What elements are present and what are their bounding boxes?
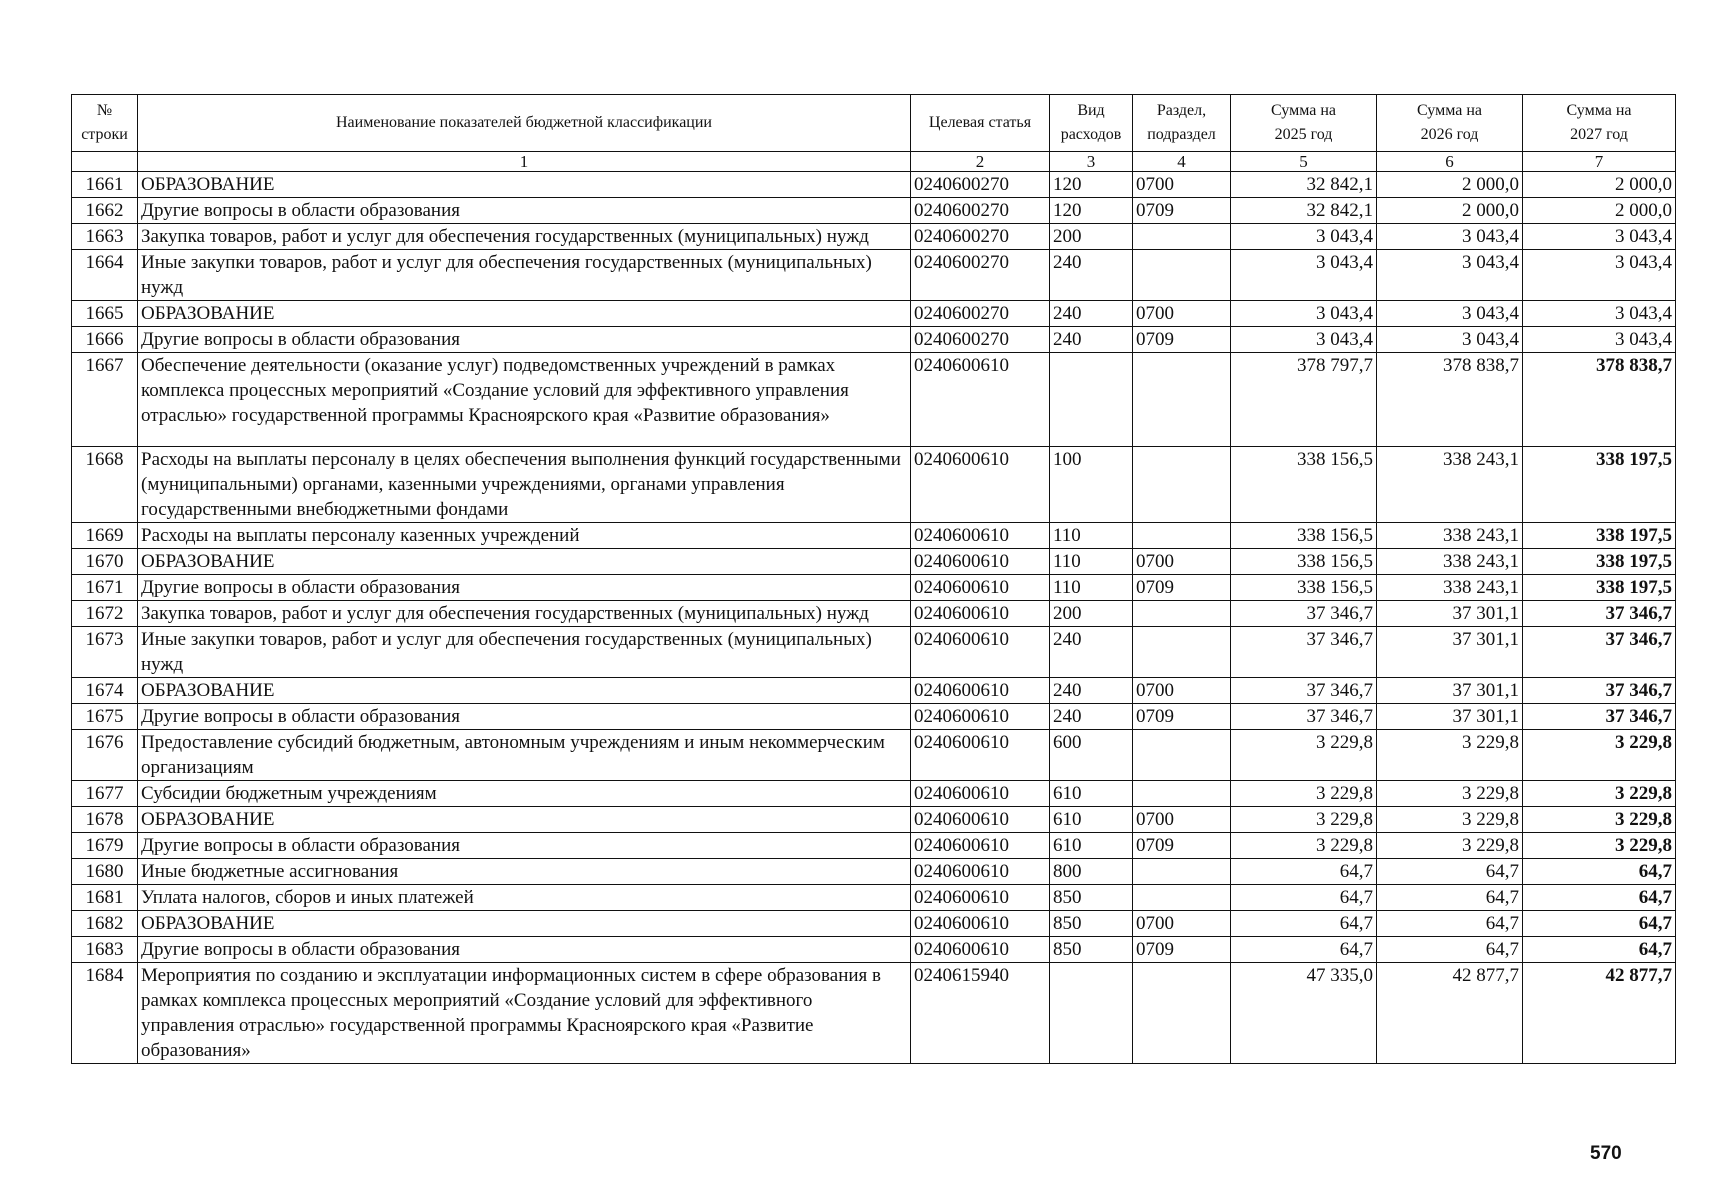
sum-2026-cell: 338 243,1 [1377, 447, 1523, 523]
table-row [72, 447, 1676, 523]
sum-2026-cell: 3 229,8 [1377, 833, 1523, 859]
section-cell: 0700 [1133, 301, 1231, 327]
sum-2026-cell: 3 043,4 [1377, 224, 1523, 250]
sum-2025-cell: 37 346,7 [1231, 678, 1377, 704]
sum-2025-cell: 32 842,1 [1231, 172, 1377, 198]
target-code-cell: 0240600610 [911, 678, 1050, 704]
name-cell: Иные закупки товаров, работ и услуг для обеспечения государственных (муниципальных) нужд [138, 627, 911, 678]
target-code-cell: 0240600610 [911, 781, 1050, 807]
column-number: 5 [1231, 152, 1377, 172]
section-cell [1133, 627, 1231, 678]
sum-2025-cell: 37 346,7 [1231, 627, 1377, 678]
name-cell: ОБРАЗОВАНИЕ [138, 678, 911, 704]
sum-2025-cell: 64,7 [1231, 937, 1377, 963]
row-number-cell: 1675 [72, 704, 138, 730]
target-code-cell: 0240600610 [911, 730, 1050, 781]
sum-2026-cell: 338 243,1 [1377, 523, 1523, 549]
sum-2026-cell: 37 301,1 [1377, 627, 1523, 678]
expense-kind-cell: 120 [1050, 172, 1133, 198]
header-sum-2025: Сумма на 2025 год [1231, 95, 1377, 152]
sum-2026-cell: 2 000,0 [1377, 198, 1523, 224]
name-cell: Субсидии бюджетным учреждениям [138, 781, 911, 807]
row-number-cell: 1677 [72, 781, 138, 807]
sum-2025-cell: 32 842,1 [1231, 198, 1377, 224]
target-code-cell: 0240600270 [911, 224, 1050, 250]
sum-2027-cell: 3 043,4 [1523, 327, 1676, 353]
sum-2027-cell: 3 229,8 [1523, 833, 1676, 859]
sum-2027-cell: 3 043,4 [1523, 301, 1676, 327]
expense-kind-cell: 200 [1050, 224, 1133, 250]
sum-2025-cell: 3 229,8 [1231, 833, 1377, 859]
row-number-cell: 1671 [72, 575, 138, 601]
target-code-cell: 0240600270 [911, 301, 1050, 327]
row-number-cell: 1676 [72, 730, 138, 781]
expense-kind-cell: 240 [1050, 250, 1133, 301]
header-sum-2026: Сумма на 2026 год [1377, 95, 1523, 152]
sum-2027-cell: 64,7 [1523, 911, 1676, 937]
expense-kind-cell: 610 [1050, 781, 1133, 807]
target-code-cell: 0240600610 [911, 807, 1050, 833]
name-cell: Другие вопросы в области образования [138, 704, 911, 730]
sum-2025-cell: 3 229,8 [1231, 807, 1377, 833]
table-row [72, 301, 1676, 327]
sum-2027-cell: 2 000,0 [1523, 172, 1676, 198]
target-code-cell: 0240600610 [911, 601, 1050, 627]
expense-kind-cell: 850 [1050, 911, 1133, 937]
sum-2026-cell: 37 301,1 [1377, 678, 1523, 704]
section-cell [1133, 224, 1231, 250]
expense-kind-cell: 200 [1050, 601, 1133, 627]
table-row [72, 730, 1676, 781]
row-number-cell: 1663 [72, 224, 138, 250]
name-cell: Предоставление субсидий бюджетным, автономным учреждениям и иным некоммерческим организациям [138, 730, 911, 781]
column-number: 1 [138, 152, 911, 172]
row-number-cell: 1668 [72, 447, 138, 523]
section-cell: 0709 [1133, 704, 1231, 730]
section-cell [1133, 859, 1231, 885]
sum-2025-cell: 3 043,4 [1231, 301, 1377, 327]
target-code-cell: 0240615940 [911, 963, 1050, 1064]
expense-kind-cell: 110 [1050, 575, 1133, 601]
target-code-cell: 0240600610 [911, 575, 1050, 601]
row-number-cell: 1670 [72, 549, 138, 575]
name-cell: ОБРАЗОВАНИЕ [138, 549, 911, 575]
sum-2027-cell: 3 229,8 [1523, 807, 1676, 833]
section-cell: 0700 [1133, 549, 1231, 575]
table-row [72, 885, 1676, 911]
sum-2025-cell: 37 346,7 [1231, 704, 1377, 730]
sum-2026-cell: 64,7 [1377, 911, 1523, 937]
sum-2026-cell: 3 229,8 [1377, 781, 1523, 807]
table-row [72, 911, 1676, 937]
name-cell: Закупка товаров, работ и услуг для обеспечения государственных (муниципальных) нужд [138, 601, 911, 627]
section-cell: 0700 [1133, 911, 1231, 937]
name-cell: Закупка товаров, работ и услуг для обеспечения государственных (муниципальных) нужд [138, 224, 911, 250]
target-code-cell: 0240600610 [911, 353, 1050, 447]
section-cell [1133, 963, 1231, 1064]
sum-2027-cell: 3 229,8 [1523, 730, 1676, 781]
name-cell: Уплата налогов, сборов и иных платежей [138, 885, 911, 911]
sum-2027-cell: 2 000,0 [1523, 198, 1676, 224]
sum-2026-cell: 64,7 [1377, 937, 1523, 963]
section-cell [1133, 601, 1231, 627]
row-number-cell: 1673 [72, 627, 138, 678]
budget-table [71, 94, 1676, 1064]
sum-2026-cell: 338 243,1 [1377, 549, 1523, 575]
sum-2025-cell: 378 797,7 [1231, 353, 1377, 447]
table-row [72, 523, 1676, 549]
expense-kind-cell: 240 [1050, 327, 1133, 353]
row-number-cell: 1684 [72, 963, 138, 1064]
section-cell [1133, 523, 1231, 549]
table-row [72, 549, 1676, 575]
expense-kind-cell: 850 [1050, 937, 1133, 963]
section-cell: 0700 [1133, 172, 1231, 198]
row-number-cell: 1679 [72, 833, 138, 859]
table-row [72, 807, 1676, 833]
sum-2025-cell: 338 156,5 [1231, 549, 1377, 575]
table-body [72, 172, 1676, 1064]
name-cell: Мероприятия по созданию и эксплуатации информационных систем в сфере образования в рамках комплекса процессных мероприятий «Создание условий для эффективного управления отраслью» государственной программы Красноярского края «Развитие образования» [138, 963, 911, 1064]
target-code-cell: 0240600610 [911, 937, 1050, 963]
sum-2026-cell: 2 000,0 [1377, 172, 1523, 198]
sum-2025-cell: 3 229,8 [1231, 730, 1377, 781]
expense-kind-cell: 110 [1050, 523, 1133, 549]
expense-kind-cell: 610 [1050, 833, 1133, 859]
name-cell: ОБРАЗОВАНИЕ [138, 911, 911, 937]
sum-2026-cell: 37 301,1 [1377, 704, 1523, 730]
section-cell: 0700 [1133, 678, 1231, 704]
sum-2026-cell: 37 301,1 [1377, 601, 1523, 627]
name-cell: Другие вопросы в области образования [138, 833, 911, 859]
sum-2025-cell: 3 043,4 [1231, 327, 1377, 353]
sum-2025-cell: 338 156,5 [1231, 447, 1377, 523]
target-code-cell: 0240600610 [911, 859, 1050, 885]
sum-2027-cell: 3 043,4 [1523, 224, 1676, 250]
table-row [72, 198, 1676, 224]
expense-kind-cell: 120 [1050, 198, 1133, 224]
row-number-cell: 1667 [72, 353, 138, 447]
target-code-cell: 0240600610 [911, 704, 1050, 730]
row-number-cell: 1674 [72, 678, 138, 704]
sum-2027-cell: 37 346,7 [1523, 704, 1676, 730]
header-target: Целевая статья [911, 95, 1050, 152]
section-cell: 0700 [1133, 807, 1231, 833]
sum-2027-cell: 3 229,8 [1523, 781, 1676, 807]
row-number-cell: 1661 [72, 172, 138, 198]
expense-kind-cell: 240 [1050, 678, 1133, 704]
row-number-cell: 1665 [72, 301, 138, 327]
section-cell: 0709 [1133, 327, 1231, 353]
sum-2027-cell: 64,7 [1523, 859, 1676, 885]
section-cell [1133, 353, 1231, 447]
section-cell: 0709 [1133, 833, 1231, 859]
column-number: 3 [1050, 152, 1133, 172]
row-number-cell: 1666 [72, 327, 138, 353]
page-number: 570 [1590, 1143, 1622, 1164]
sum-2026-cell: 3 043,4 [1377, 327, 1523, 353]
sum-2025-cell: 3 229,8 [1231, 781, 1377, 807]
sum-2027-cell: 37 346,7 [1523, 678, 1676, 704]
sum-2026-cell: 3 043,4 [1377, 301, 1523, 327]
sum-2025-cell: 338 156,5 [1231, 523, 1377, 549]
sum-2025-cell: 64,7 [1231, 885, 1377, 911]
header-row [72, 95, 1676, 152]
name-cell: ОБРАЗОВАНИЕ [138, 807, 911, 833]
row-number-cell: 1678 [72, 807, 138, 833]
column-number: 4 [1133, 152, 1231, 172]
target-code-cell: 0240600610 [911, 627, 1050, 678]
column-number: 6 [1377, 152, 1523, 172]
target-code-cell: 0240600610 [911, 523, 1050, 549]
sum-2026-cell: 64,7 [1377, 859, 1523, 885]
expense-kind-cell: 100 [1050, 447, 1133, 523]
target-code-cell: 0240600610 [911, 549, 1050, 575]
target-code-cell: 0240600610 [911, 833, 1050, 859]
table-row [72, 627, 1676, 678]
table-row [72, 704, 1676, 730]
section-cell [1133, 885, 1231, 911]
table-row [72, 937, 1676, 963]
target-code-cell: 0240600610 [911, 447, 1050, 523]
section-cell: 0709 [1133, 575, 1231, 601]
sum-2026-cell: 42 877,7 [1377, 963, 1523, 1064]
section-cell [1133, 447, 1231, 523]
sum-2025-cell: 47 335,0 [1231, 963, 1377, 1064]
header-name: Наименование показателей бюджетной классификации [138, 95, 911, 152]
sum-2027-cell: 338 197,5 [1523, 523, 1676, 549]
table-row [72, 327, 1676, 353]
section-cell [1133, 250, 1231, 301]
row-number-cell: 1669 [72, 523, 138, 549]
sum-2026-cell: 64,7 [1377, 885, 1523, 911]
table-row [72, 172, 1676, 198]
expense-kind-cell: 610 [1050, 807, 1133, 833]
name-cell: ОБРАЗОВАНИЕ [138, 301, 911, 327]
table-row [72, 781, 1676, 807]
row-number-cell: 1662 [72, 198, 138, 224]
sum-2027-cell: 37 346,7 [1523, 627, 1676, 678]
header-sum-2027: Сумма на 2027 год [1523, 95, 1676, 152]
sum-2027-cell: 338 197,5 [1523, 575, 1676, 601]
expense-kind-cell: 110 [1050, 549, 1133, 575]
target-code-cell: 0240600270 [911, 250, 1050, 301]
header-section: Раздел, подраздел [1133, 95, 1231, 152]
sum-2025-cell: 37 346,7 [1231, 601, 1377, 627]
expense-kind-cell: 240 [1050, 301, 1133, 327]
name-cell: Расходы на выплаты персоналу в целях обеспечения выполнения функций государственными (муниципальными) органами, казенными учреждениями, органами управления государственными внебюджетными фондами [138, 447, 911, 523]
expense-kind-cell: 800 [1050, 859, 1133, 885]
sum-2027-cell: 338 197,5 [1523, 549, 1676, 575]
section-cell: 0709 [1133, 198, 1231, 224]
name-cell: Расходы на выплаты персоналу казенных учреждений [138, 523, 911, 549]
sum-2025-cell: 3 043,4 [1231, 250, 1377, 301]
sum-2027-cell: 338 197,5 [1523, 447, 1676, 523]
target-code-cell: 0240600270 [911, 198, 1050, 224]
expense-kind-cell [1050, 963, 1133, 1064]
row-number-cell: 1683 [72, 937, 138, 963]
sum-2026-cell: 3 229,8 [1377, 730, 1523, 781]
sum-2026-cell: 3 043,4 [1377, 250, 1523, 301]
sum-2027-cell: 64,7 [1523, 937, 1676, 963]
column-number: 7 [1523, 152, 1676, 172]
name-cell: Другие вопросы в области образования [138, 327, 911, 353]
sum-2027-cell: 378 838,7 [1523, 353, 1676, 447]
table-row [72, 963, 1676, 1064]
header-kind: Вид расходов [1050, 95, 1133, 152]
table-row [72, 833, 1676, 859]
row-number-cell: 1664 [72, 250, 138, 301]
name-cell: Иные бюджетные ассигнования [138, 859, 911, 885]
target-code-cell: 0240600270 [911, 327, 1050, 353]
sum-2025-cell: 3 043,4 [1231, 224, 1377, 250]
sum-2026-cell: 3 229,8 [1377, 807, 1523, 833]
name-cell: Другие вопросы в области образования [138, 575, 911, 601]
column-number-row [72, 152, 1676, 172]
section-cell: 0709 [1133, 937, 1231, 963]
expense-kind-cell [1050, 353, 1133, 447]
row-number-cell: 1672 [72, 601, 138, 627]
column-number-blank [72, 152, 138, 172]
sum-2025-cell: 64,7 [1231, 911, 1377, 937]
table-row [72, 859, 1676, 885]
sum-2026-cell: 338 243,1 [1377, 575, 1523, 601]
section-cell [1133, 730, 1231, 781]
table-row [72, 224, 1676, 250]
name-cell: Иные закупки товаров, работ и услуг для обеспечения государственных (муниципальных) нужд [138, 250, 911, 301]
row-number-cell: 1681 [72, 885, 138, 911]
sum-2027-cell: 37 346,7 [1523, 601, 1676, 627]
target-code-cell: 0240600610 [911, 911, 1050, 937]
name-cell: ОБРАЗОВАНИЕ [138, 172, 911, 198]
name-cell: Другие вопросы в области образования [138, 937, 911, 963]
sum-2027-cell: 42 877,7 [1523, 963, 1676, 1064]
row-number-cell: 1680 [72, 859, 138, 885]
target-code-cell: 0240600610 [911, 885, 1050, 911]
header-row-number: № строки [72, 95, 138, 152]
table-row [72, 353, 1676, 447]
sum-2026-cell: 378 838,7 [1377, 353, 1523, 447]
sum-2027-cell: 3 043,4 [1523, 250, 1676, 301]
column-number: 2 [911, 152, 1050, 172]
table-row [72, 601, 1676, 627]
expense-kind-cell: 240 [1050, 704, 1133, 730]
table-row [72, 250, 1676, 301]
table-row [72, 678, 1676, 704]
section-cell [1133, 781, 1231, 807]
sum-2025-cell: 64,7 [1231, 859, 1377, 885]
name-cell: Обеспечение деятельности (оказание услуг) подведомственных учреждений в рамках комплекса процессных мероприятий «Создание условий для эффективного управления отраслью» государственной программы Красноярского края «Развитие образования» [138, 353, 911, 447]
expense-kind-cell: 600 [1050, 730, 1133, 781]
expense-kind-cell: 850 [1050, 885, 1133, 911]
name-cell: Другие вопросы в области образования [138, 198, 911, 224]
sum-2027-cell: 64,7 [1523, 885, 1676, 911]
table-row [72, 575, 1676, 601]
row-number-cell: 1682 [72, 911, 138, 937]
expense-kind-cell: 240 [1050, 627, 1133, 678]
target-code-cell: 0240600270 [911, 172, 1050, 198]
sum-2025-cell: 338 156,5 [1231, 575, 1377, 601]
